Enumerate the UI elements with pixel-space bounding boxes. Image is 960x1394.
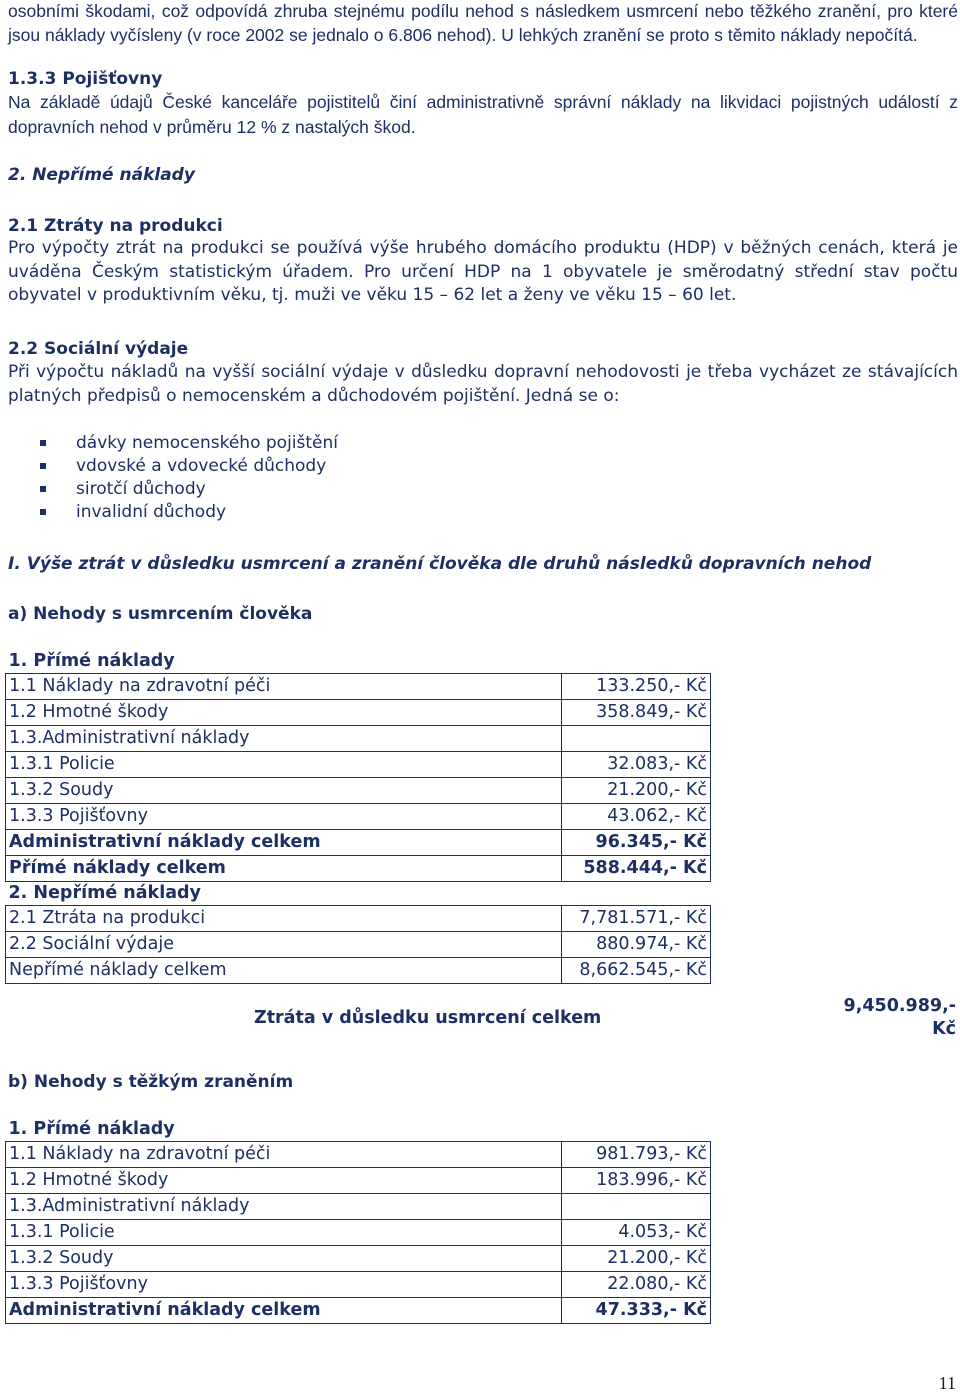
- cost-value-cell: 4.053,- Kč: [562, 1220, 711, 1246]
- paragraph-2-1: Pro výpočty ztrát na produkci se používá výše hrubého domácího produktu (HDP) v běžných cenách, která je uváděna Českým statistickým úřadem. Pro určení HDP na 1 obyvatele je směrodatný střední stav počtu obyvatel v produktivním věku, tj. muži ve věku 15 – 62 let a ženy ve věku 15 – 60 let.: [8, 238, 958, 305]
- cost-label-cell: Přímé náklady celkem: [6, 856, 562, 882]
- cost-value-cell: 47.333,- Kč: [562, 1298, 711, 1324]
- cost-label-cell: 1. Přímé náklady: [8, 651, 175, 671]
- cost-label-cell: 1.3.3 Pojišťovny: [6, 804, 562, 830]
- list-item: [40, 501, 338, 524]
- table-row: [6, 1246, 711, 1272]
- cost-label-cell: 1.1 Náklady na zdravotní péči: [6, 1142, 562, 1168]
- cost-label-cell: 1. Přímé náklady: [8, 1119, 175, 1139]
- total-fatal-value-amount: 9,450.989,-: [843, 996, 956, 1016]
- heading-2-1: 2.1 Ztráty na produkci: [8, 216, 223, 236]
- bullet-square-icon: [40, 486, 46, 492]
- total-fatal-value-currency: Kč: [932, 1019, 956, 1039]
- paragraph-2-2: Při výpočtu nákladů na vyšší sociální výdaje v důsledku dopravní nehodovosti je třeba vycházet ze stávajících platných předpisů o nemocenském a důchodovém pojištění. Jedná se o:: [8, 362, 958, 406]
- cost-label-cell: 1.2 Hmotné škody: [6, 700, 562, 726]
- total-fatal-label: Ztráta v důsledku usmrcení celkem: [254, 1008, 602, 1028]
- cost-value-cell: [562, 882, 711, 906]
- table-row: [6, 1142, 711, 1168]
- table-row: [6, 752, 711, 778]
- cost-value-cell: 880.974,- Kč: [562, 932, 711, 958]
- cost-value-cell: 43.062,- Kč: [562, 804, 711, 830]
- cost-value-cell: 981.793,- Kč: [562, 1142, 711, 1168]
- table-row: [6, 1220, 711, 1246]
- table-row: [6, 1298, 711, 1324]
- heading-1-3-3: 1.3.3 Pojišťovny: [8, 69, 163, 89]
- total-fatal-value: [816, 995, 956, 1041]
- table-row: [6, 700, 711, 726]
- table-row: [6, 674, 711, 700]
- cost-value-cell: 358.849,- Kč: [562, 700, 711, 726]
- table-row: [6, 1194, 711, 1220]
- cost-value-cell: 21.200,- Kč: [562, 1246, 711, 1272]
- table-row: [6, 906, 711, 932]
- cost-label-cell: 1.3.3 Pojišťovny: [6, 1272, 562, 1298]
- cost-value-cell: [562, 1194, 711, 1220]
- cost-label-cell: 2.1 Ztráta na produkci: [6, 906, 562, 932]
- list-item: [40, 432, 338, 455]
- list-item: [40, 455, 338, 478]
- page-number: 11: [938, 1373, 956, 1393]
- table-section-row: [6, 882, 711, 906]
- cost-value-cell: 8,662.545,- Kč: [562, 958, 711, 984]
- cost-label-cell: 1.3.2 Soudy: [6, 1246, 562, 1272]
- cost-value-cell: [562, 1118, 711, 1142]
- heading-part-b: b) Nehody s těžkým zraněním: [8, 1072, 294, 1092]
- bullet-square-icon: [40, 463, 46, 469]
- cost-label-cell: 1.3.Administrativní náklady: [6, 1194, 562, 1220]
- paragraph-1-3-3-text: Na základě údajů České kanceláře pojistitelů činí administrativně správní náklady na likvidaci pojistných událostí z dopravních nehod v průměru 12 % z nastalých škod.: [8, 92, 958, 137]
- table-section-row: [6, 650, 711, 674]
- cost-label-cell: Administrativní náklady celkem: [6, 1298, 562, 1324]
- cost-label-cell: 1.3.1 Policie: [6, 752, 562, 778]
- table-row: [6, 932, 711, 958]
- intro-paragraph: osobními škodami, což odpovídá zhruba stejnému podílu nehod s následkem usmrcení nebo těžkého zranění, pro které jsou náklady vyčísleny (v roce 2002 se jednalo o 6.806 nehod). U lehkých zranění se proto s těmito náklady nepočítá.: [8, 1, 958, 45]
- cost-value-cell: 7,781.571,- Kč: [562, 906, 711, 932]
- list-item-text: invalidní důchody: [76, 502, 227, 522]
- cost-value-cell: 183.996,- Kč: [562, 1168, 711, 1194]
- cost-label-cell: 1.1 Náklady na zdravotní péči: [6, 674, 562, 700]
- cost-label-cell: Nepřímé náklady celkem: [6, 958, 562, 984]
- list-item-text: sirotčí důchody: [76, 479, 206, 499]
- cost-label-cell: 2. Nepřímé náklady: [8, 883, 201, 903]
- list-item-text: vdovské a vdovecké důchody: [76, 456, 327, 476]
- heading-section-I: I. Výše ztrát v důsledku usmrcení a zranění člověka dle druhů následků dopravních nehod: [8, 554, 872, 574]
- cost-label-cell: 1.3.1 Policie: [6, 1220, 562, 1246]
- cost-value-cell: 133.250,- Kč: [562, 674, 711, 700]
- costs-table-fatal: [5, 650, 711, 984]
- table-row: [6, 830, 711, 856]
- heading-2: 2. Nepřímé náklady: [8, 165, 195, 185]
- costs-table-serious-injury: [5, 1118, 711, 1324]
- cost-label-cell: 1.3.Administrativní náklady: [6, 726, 562, 752]
- cost-value-cell: 22.080,- Kč: [562, 1272, 711, 1298]
- cost-label-cell: 2.2 Sociální výdaje: [6, 932, 562, 958]
- list-item-text: dávky nemocenského pojištění: [76, 433, 338, 453]
- cost-value-cell: 96.345,- Kč: [562, 830, 711, 856]
- cost-value-cell: 588.444,- Kč: [562, 856, 711, 882]
- table-row: [6, 1168, 711, 1194]
- table-row: [6, 1272, 711, 1298]
- bullet-square-icon: [40, 509, 46, 515]
- table-row: [6, 856, 711, 882]
- list-item: [40, 478, 338, 501]
- heading-part-a: a) Nehody s usmrcením člověka: [8, 604, 313, 624]
- table-row: [6, 958, 711, 984]
- cost-value-cell: [562, 726, 711, 752]
- cost-value-cell: 21.200,- Kč: [562, 778, 711, 804]
- table-row: [6, 804, 711, 830]
- cost-label-cell: 1.2 Hmotné škody: [6, 1168, 562, 1194]
- cost-value-cell: [562, 650, 711, 674]
- table-row: [6, 726, 711, 752]
- table-section-row: [6, 1118, 711, 1142]
- cost-value-cell: 32.083,- Kč: [562, 752, 711, 778]
- bullet-square-icon: [40, 440, 46, 446]
- cost-label-cell: Administrativní náklady celkem: [6, 830, 562, 856]
- heading-2-2: 2.2 Sociální výdaje: [8, 339, 189, 359]
- social-expenses-list: [40, 432, 338, 524]
- table-row: [6, 778, 711, 804]
- paragraph-1-3-3: [8, 91, 958, 140]
- cost-label-cell: 1.3.2 Soudy: [6, 778, 562, 804]
